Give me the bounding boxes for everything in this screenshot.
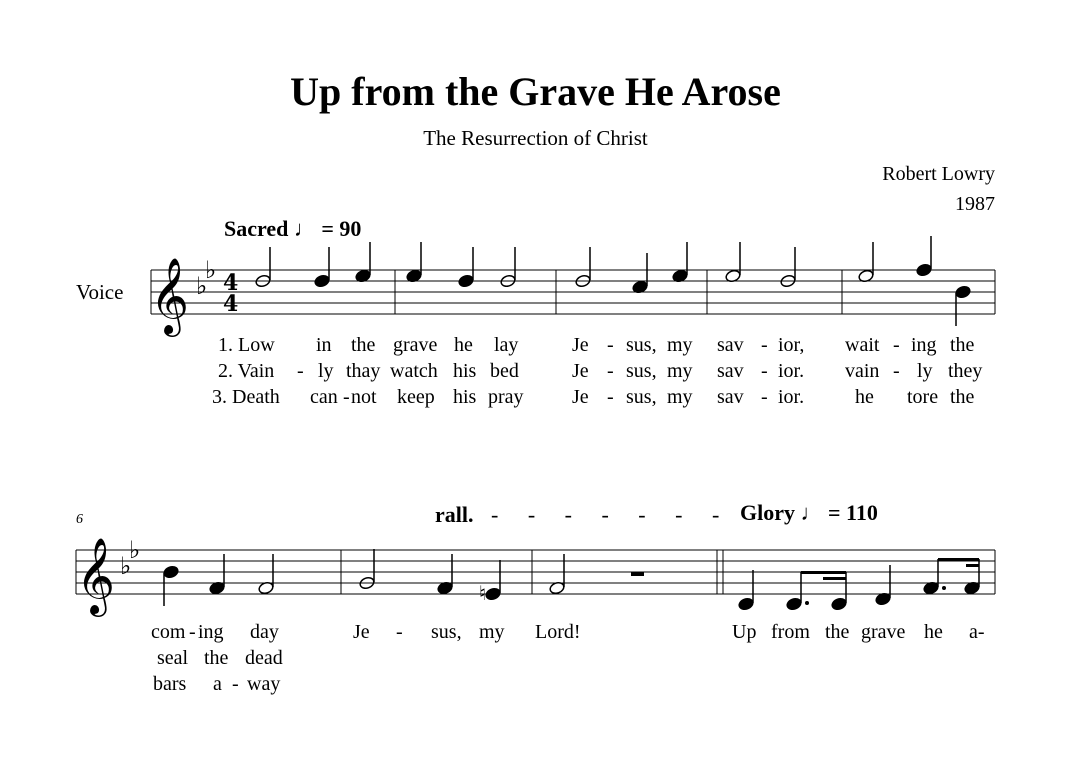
lyric-syllable: he xyxy=(855,386,874,408)
lyric-syllable: my xyxy=(667,386,693,408)
tempo-word: Sacred xyxy=(224,216,289,241)
lyric-syllable: dead xyxy=(245,647,283,669)
lyric-syllable: he xyxy=(454,334,473,356)
lyric-syllable: from xyxy=(771,621,810,643)
lyric-syllable: his xyxy=(453,360,477,382)
quarter-note-icon: ♩ xyxy=(800,500,823,525)
lyric-syllable: the xyxy=(825,621,850,643)
lyric-syllable: - xyxy=(396,621,403,643)
lyric-syllable: the xyxy=(950,386,975,408)
lyric-syllable: Je xyxy=(353,621,370,643)
dot xyxy=(942,586,946,590)
lyric-syllable: Up xyxy=(732,621,757,643)
lyric-syllable: can xyxy=(310,386,338,408)
tempo-word: Glory xyxy=(740,500,795,525)
measure-number: 6 xyxy=(76,512,83,527)
tempo-value: = 110 xyxy=(828,500,878,525)
lyric-syllable: a- xyxy=(969,621,985,643)
lyric-syllable: ly xyxy=(318,360,334,382)
lyric-syllable: - xyxy=(761,334,768,356)
lyric-syllable: - xyxy=(189,621,196,643)
accidentals-and-beams xyxy=(479,558,979,605)
lyric-syllable: day xyxy=(250,621,279,643)
lyric-syllable: ior. xyxy=(778,360,805,382)
lyric-syllable: he xyxy=(924,621,943,643)
lyric-syllable: keep xyxy=(397,386,435,408)
flat-icon: ♭ xyxy=(120,552,132,580)
lyric-syllable: the xyxy=(950,334,975,356)
lyric-syllable: watch xyxy=(390,360,438,382)
lyric-syllable: Je xyxy=(572,386,589,408)
lyric-syllable: grave xyxy=(393,334,438,356)
lyric-syllable: sus, xyxy=(626,360,657,382)
staff-system-1 xyxy=(151,270,995,314)
lyric-syllable: sav xyxy=(717,360,744,382)
lyric-syllable: - xyxy=(607,386,614,408)
lyric-syllable: they xyxy=(948,360,983,382)
flat-icon: ♭ xyxy=(129,536,141,564)
lyric-syllable: pray xyxy=(488,386,524,408)
lyric-syllable: 3. Death xyxy=(212,386,280,408)
lyric-syllable: lay xyxy=(494,334,519,356)
lyric-syllable: - xyxy=(893,334,900,356)
lyric-syllable: sav xyxy=(717,386,744,408)
lyric-syllable: 2. Vain xyxy=(218,360,275,382)
lyric-syllable: - xyxy=(297,360,304,382)
lyric-syllable: way xyxy=(247,673,281,695)
rall-marking: rall. - - - - - - - xyxy=(435,502,732,527)
lyric-syllable: tore xyxy=(907,386,939,408)
lyric-syllable: - xyxy=(893,360,900,382)
lyric-syllable: ing xyxy=(911,334,937,356)
lyric-syllable: com xyxy=(151,621,186,643)
lyric-syllable: - xyxy=(232,673,239,695)
beam xyxy=(938,558,979,561)
lyric-syllable: - xyxy=(607,360,614,382)
lyric-syllable: the xyxy=(351,334,376,356)
composer: Robert Lowry xyxy=(882,163,995,185)
lyric-syllable: Je xyxy=(572,360,589,382)
beam xyxy=(823,577,846,580)
lyric-syllable: sus, xyxy=(626,334,657,356)
beam xyxy=(801,571,846,574)
lyric-syllable: my xyxy=(667,360,693,382)
lyric-syllable: - xyxy=(761,360,768,382)
lyric-syllable: 1. Low xyxy=(218,334,275,356)
score-subtitle: The Resurrection of Christ xyxy=(423,126,648,150)
lyric-syllable: my xyxy=(667,334,693,356)
lyric-syllable: Je xyxy=(572,334,589,356)
lyric-syllable: ing xyxy=(198,621,224,643)
beam xyxy=(966,564,979,567)
whole-rest xyxy=(631,572,644,576)
natural-icon: ♮ xyxy=(479,581,487,605)
lyric-syllable: Lord! xyxy=(535,621,581,643)
lyric-syllable: vain xyxy=(845,360,880,382)
lyric-syllable: ior. xyxy=(778,386,805,408)
lyric-syllable: thay xyxy=(346,360,381,382)
lyric-syllable: the xyxy=(204,647,229,669)
lyric-syllable: wait xyxy=(845,334,880,356)
lyric-syllable: in xyxy=(316,334,332,356)
flat-icon: ♭ xyxy=(205,256,217,284)
lyric-syllable: seal xyxy=(157,647,189,669)
instrument-label: Voice xyxy=(76,280,124,304)
lyric-syllable: ior, xyxy=(778,334,805,356)
lyric-syllable: - xyxy=(607,334,614,356)
year: 1987 xyxy=(955,193,995,215)
time-signature-top: 4 xyxy=(223,270,239,296)
lyric-syllable: ly xyxy=(917,360,933,382)
lyric-syllable: grave xyxy=(861,621,906,643)
lyric-syllable: bars xyxy=(153,673,187,695)
lyric-syllable: sus, xyxy=(626,386,657,408)
tempo-value: = 90 xyxy=(321,216,362,241)
lyric-syllable: his xyxy=(453,386,477,408)
treble-clef-icon: 𝄞 xyxy=(150,257,190,334)
lyric-syllable: sav xyxy=(717,334,744,356)
lyric-syllable: - xyxy=(343,386,350,408)
time-signature-bottom: 4 xyxy=(223,291,239,317)
quarter-note-icon: ♩ xyxy=(293,216,316,241)
lyric-syllable: bed xyxy=(490,360,519,382)
flat-icon: ♭ xyxy=(196,272,208,300)
lyric-syllable: sus, xyxy=(431,621,462,643)
notes-system-2 xyxy=(163,549,981,611)
lyric-syllable: my xyxy=(479,621,505,643)
dot xyxy=(805,601,809,605)
score-title: Up from the Grave He Arose xyxy=(290,69,781,114)
rall-text: rall. xyxy=(435,502,474,527)
treble-clef-icon: 𝄞 xyxy=(76,537,116,614)
lyric-syllable: - xyxy=(761,386,768,408)
lyric-syllable: not xyxy=(351,386,377,408)
lyric-syllable: a xyxy=(213,673,222,695)
